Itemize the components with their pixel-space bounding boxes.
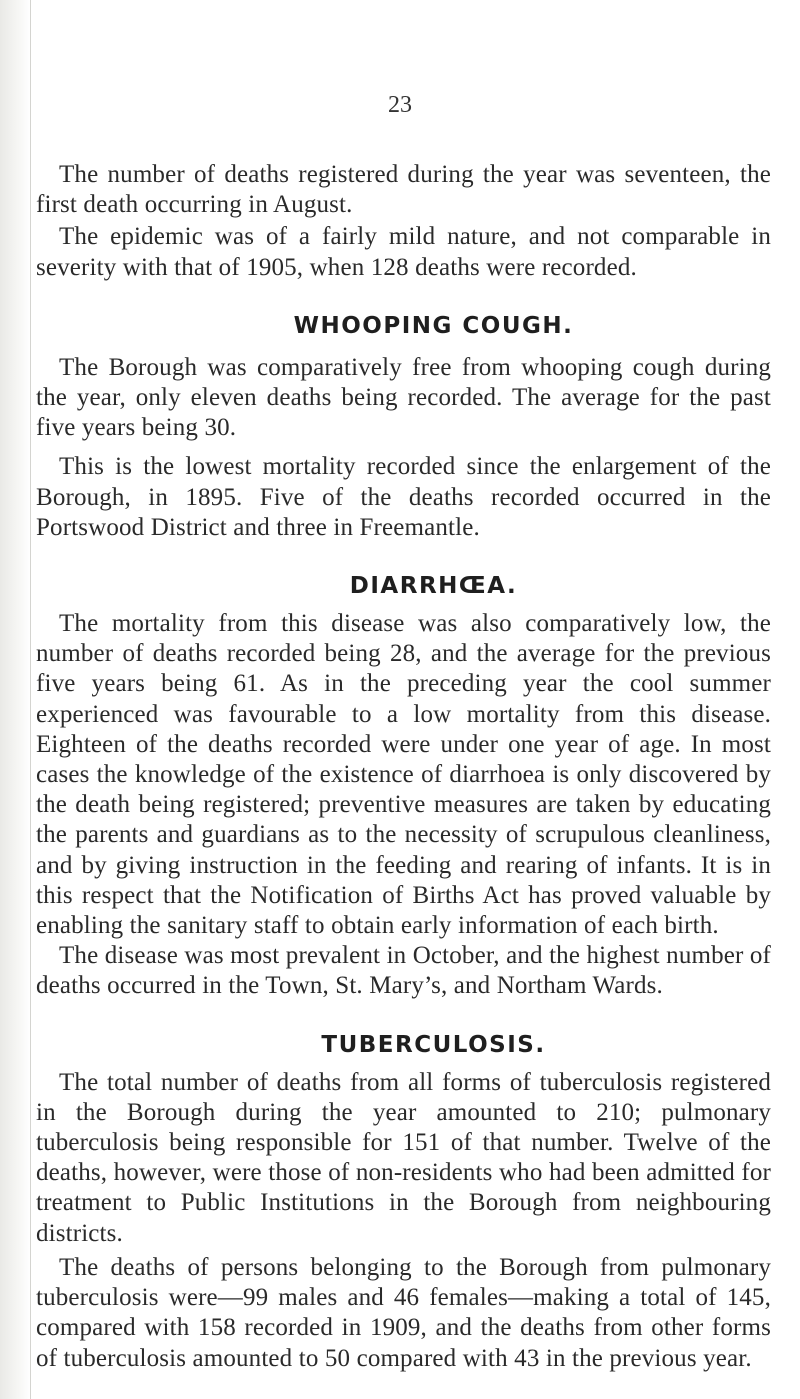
intro-paragraph: The number of deaths registered during the year was seventeen, the first death occurring in August. [36, 161, 771, 219]
binding-shadow [0, 0, 30, 1399]
whooping-cough-paragraph: The Borough was comparatively free from whooping cough during the year, only eleven deaths being recorded. The average for the past five years being 30. [36, 353, 771, 442]
epidemic-comparison-paragraph: The epidemic was of a fairly mild nature, and not comparable in severity with that of 1905, when 128 deaths were recorded. [36, 223, 771, 281]
page-body [36, 160, 771, 1374]
diarrhoea-heading: DIARRHŒA. [349, 573, 518, 600]
whooping-cough-mortality-paragraph: This is the lowest mortality recorded since the enlargement of the Borough, in 1895. Five of the deaths recorded occurred in the Portswood District and three in Freemantle. [36, 453, 771, 541]
diarrhoea-paragraph: The mortality from this disease was also comparatively low, the number of deaths recorded being 28, and the average for the previous five years being 61. As in the preceding year the cool summer experienced was favourable to a low mortality from this disease. Eighteen of the deaths recorded were under one year of age. In most cases the knowledge of the existence of diarrhoea is only discovered by the death being registered; preventive measures are taken by educating the parents and guardians as to the necessity of scrupulous cleanliness, and by giving instruction in the feeding and rearing of infants. It is in this respect that the Notification of Births Act has proved valuable by enabling the sanitary staff to obtain early information of each birth. [36, 610, 771, 940]
binding-edge-line [30, 0, 31, 1399]
tuberculosis-heading: TUBERCULOSIS. [321, 1031, 546, 1058]
tuberculosis-paragraph: The total number of deaths from all forms of tuberculosis registered in the Borough during the year amounted to 210; pulmonary tuberculosis being responsible for 151 of that number. Twelve of the deaths, however, were those of non-residents who had been admitted for treatment to Public Institutions in the Borough from neighbouring districts. [36, 1068, 771, 1247]
whooping-cough-heading: WHOOPING COUGH. [293, 312, 574, 339]
tuberculosis-deaths-paragraph: The deaths of persons belonging to the Borough from pulmonary tuberculosis were—99 males and 46 females—making a total of 145, compared with 158 recorded in 1909, and the deaths from other forms of tuberculosis amounted to 50 compared with 43 in the previous year. [36, 1253, 771, 1372]
page-number: 23 [388, 92, 412, 118]
diarrhoea-prevalence-paragraph: The disease was most prevalent in October, and the highest number of deaths occurred in the Town, St. Mary’s, and Northam Wards. [36, 942, 771, 1000]
